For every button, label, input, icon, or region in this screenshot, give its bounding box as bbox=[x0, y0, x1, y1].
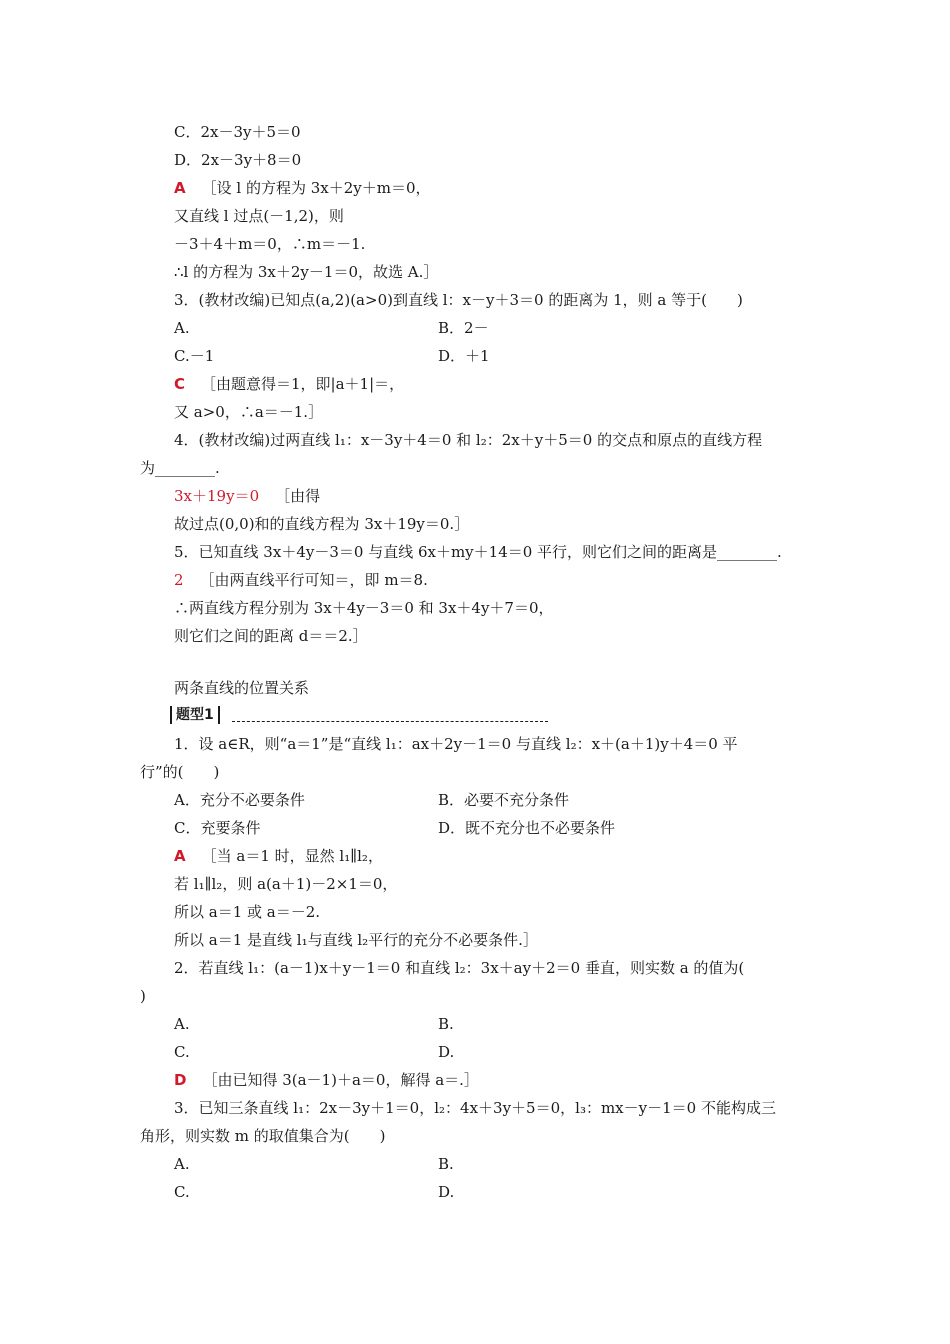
option-a: A．充分不必要条件 bbox=[174, 791, 305, 809]
option-d: D. bbox=[438, 1183, 455, 1201]
question-type-badge: 题型1 bbox=[170, 706, 220, 724]
solution-line bbox=[174, 570, 428, 590]
answer-letter: A bbox=[174, 847, 186, 865]
option-c: C.－1 bbox=[174, 347, 215, 365]
question-4-cont: 为________. bbox=[140, 459, 220, 477]
solution-text: ［由题意得＝1，即|a＋1|＝， bbox=[201, 375, 405, 393]
answer-letter: A bbox=[174, 179, 186, 197]
option-b: B. bbox=[438, 1015, 454, 1033]
solution-line: 所以 a＝1 或 a＝－2. bbox=[174, 903, 321, 921]
option-d: D．既不充分也不必要条件 bbox=[438, 819, 616, 837]
option-c: C. bbox=[174, 1043, 190, 1061]
option-c: C．充要条件 bbox=[174, 819, 261, 837]
solution-text: ［由已知得 3(a－1)＋a＝0，解得 a＝.］ bbox=[202, 1071, 479, 1089]
question-4: 4．(教材改编)过两直线 l₁：x－3y＋4＝0 和 l₂：2x＋y＋5＝0 的交点和原点的直线方程 bbox=[174, 431, 763, 449]
question-3: 3．(教材改编)已知点(a,2)(a>0)到直线 l：x－y＋3＝0 的距离为 1，则 a 等于( ) bbox=[174, 291, 743, 309]
option-a: A. bbox=[174, 1015, 190, 1033]
solution-line bbox=[174, 846, 383, 866]
option-b: B．2－ bbox=[438, 319, 489, 337]
question-3: 3．已知三条直线 l₁：2x－3y＋1＝0，l₂：4x＋3y＋5＝0，l₃：mx－y－1＝0 不能构成三 bbox=[174, 1099, 776, 1117]
question-2: 2．若直线 l₁：(a－1)x＋y－1＝0 和直线 l₂：3x＋ay＋2＝0 垂直，则实数 a 的值为( bbox=[174, 959, 745, 977]
solution-line: －3＋4＋m＝0，∴m＝－1. bbox=[174, 235, 366, 253]
answer-value: 3x＋19y＝0 bbox=[174, 487, 260, 505]
solution-line bbox=[174, 374, 404, 394]
option-d: D．＋1 bbox=[438, 347, 490, 365]
solution-text: ［设 l 的方程为 3x＋2y＋m＝0， bbox=[201, 179, 431, 197]
option-d: D．2x－3y＋8＝0 bbox=[174, 151, 302, 169]
option-c: C. bbox=[174, 1183, 190, 1201]
solution-line: 故过点(0,0)和的直线方程为 3x＋19y＝0.］ bbox=[174, 515, 470, 533]
solution-line: ∴l 的方程为 3x＋2y－1＝0，故选 A.］ bbox=[174, 263, 439, 281]
solution-line: 则它们之间的距离 d＝＝2.］ bbox=[174, 627, 368, 645]
solution-line bbox=[174, 178, 431, 198]
answer-letter: D bbox=[174, 1071, 187, 1089]
answer-value: 2 bbox=[174, 571, 184, 589]
question-1: 1．设 a∈R，则“a＝1”是“直线 l₁：ax＋2y－1＝0 与直线 l₂：x＋(a＋1)y＋4＝0 平 bbox=[174, 735, 738, 753]
dashed-divider bbox=[232, 721, 548, 722]
option-b: B．必要不充分条件 bbox=[438, 791, 570, 809]
section-title: 两条直线的位置关系 bbox=[174, 679, 310, 697]
question-5: 5．已知直线 3x＋4y－3＝0 与直线 6x＋my＋14＝0 平行，则它们之间的距离是________. bbox=[174, 543, 782, 561]
option-a: A. bbox=[174, 319, 190, 337]
option-b: B. bbox=[438, 1155, 454, 1173]
solution-line: 若 l₁∥l₂，则 a(a＋1)－2×1＝0， bbox=[174, 875, 398, 893]
solution-text: ［当 a＝1 时，显然 l₁∥l₂， bbox=[201, 847, 383, 865]
solution-line bbox=[174, 486, 320, 506]
question-1-cont: 行”的( ) bbox=[140, 763, 220, 781]
question-2-cont: ) bbox=[140, 987, 146, 1005]
option-c: C．2x－3y＋5＝0 bbox=[174, 123, 301, 141]
solution-line: ∴两直线方程分别为 3x＋4y－3＝0 和 3x＋4y＋7＝0， bbox=[174, 599, 554, 617]
option-a: A. bbox=[174, 1155, 190, 1173]
solution-line bbox=[174, 1070, 479, 1090]
question-3-cont: 角形，则实数 m 的取值集合为( ) bbox=[140, 1127, 386, 1145]
solution-line: 所以 a＝1 是直线 l₁与直线 l₂平行的充分不必要条件.］ bbox=[174, 931, 538, 949]
answer-letter: C bbox=[174, 375, 186, 393]
option-d: D. bbox=[438, 1043, 455, 1061]
solution-line: 又 a>0，∴a＝－1.］ bbox=[174, 403, 324, 421]
solution-text: ［由得 bbox=[275, 487, 321, 505]
solution-text: ［由两直线平行可知＝，即 m＝8. bbox=[199, 571, 428, 589]
solution-line: 又直线 l 过点(－1,2)，则 bbox=[174, 207, 344, 225]
